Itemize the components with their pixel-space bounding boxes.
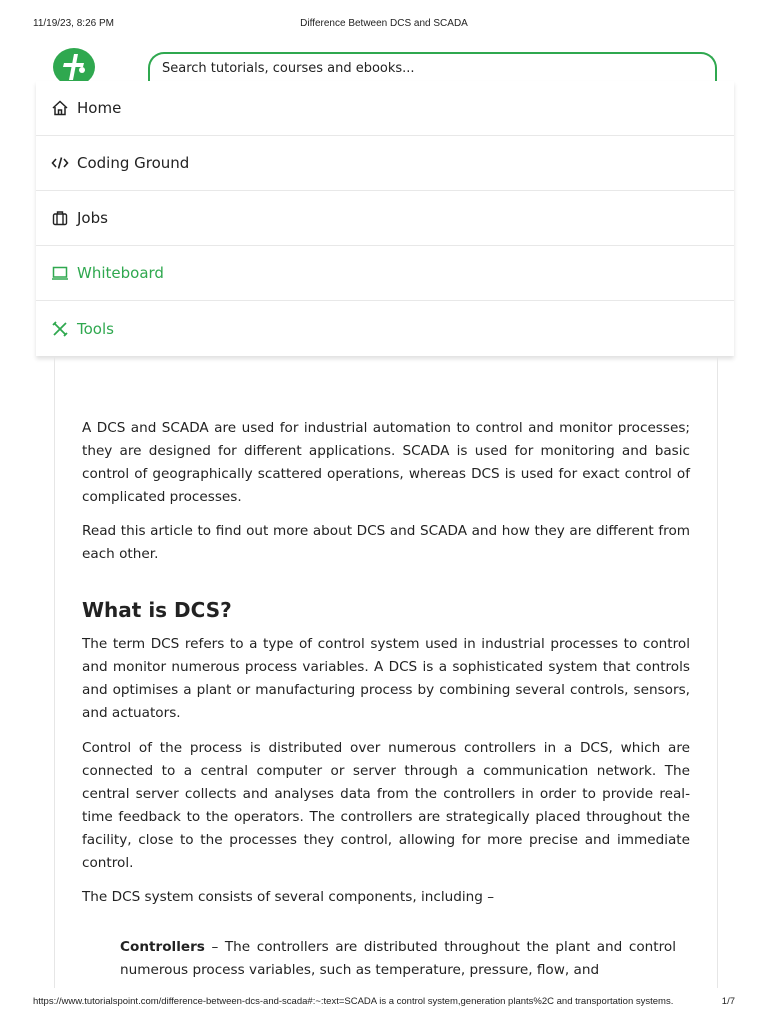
nav-menu bbox=[36, 81, 734, 356]
nav-item-home[interactable] bbox=[36, 81, 734, 136]
nav-label-home: Home bbox=[77, 99, 122, 117]
tools-icon bbox=[51, 320, 69, 338]
nav-label-coding-ground: Coding Ground bbox=[77, 154, 190, 172]
search-input[interactable] bbox=[162, 61, 702, 76]
nav-item-whiteboard[interactable] bbox=[36, 246, 734, 301]
print-page-number: 1/7 bbox=[721, 996, 735, 1007]
bullet-text: – The controllers are distributed throughout the plant and control numerous process variables, such as temperature, pressure, flow, and bbox=[120, 939, 676, 978]
bullet-controllers bbox=[120, 936, 676, 982]
read-more-paragraph: Read this article to find out more about DCS and SCADA and how they are different from each other. bbox=[82, 523, 690, 562]
dcs-paragraph-3: The DCS system consists of several components, including – bbox=[82, 889, 495, 905]
code-icon bbox=[51, 154, 69, 172]
nav-label-jobs: Jobs bbox=[77, 209, 108, 227]
nav-label-whiteboard: Whiteboard bbox=[77, 264, 164, 282]
bullet-term: Controllers bbox=[120, 939, 205, 955]
article-content bbox=[54, 357, 718, 988]
briefcase-icon bbox=[51, 209, 69, 227]
whiteboard-icon bbox=[51, 264, 69, 282]
intro-paragraph: A DCS and SCADA are used for industrial automation to control and monitor processes; they are designed for different applications. SCADA is used for monitoring and basic control of geographically scattered operations, whereas DCS is used for exact control of complicated processes. bbox=[82, 420, 690, 505]
home-icon bbox=[51, 99, 69, 117]
search-box[interactable] bbox=[148, 52, 717, 84]
nav-label-tools: Tools bbox=[77, 319, 114, 338]
nav-item-tools[interactable] bbox=[36, 301, 734, 356]
print-title: Difference Between DCS and SCADA bbox=[300, 18, 468, 29]
dcs-paragraph-2: Control of the process is distributed over numerous controllers in a DCS, which are connected to a central computer or server through a communication network. The central server collects and analyses data from the controllers in order to provide real-time feedback to the operators. The controllers are strategically placed throughout the facility, close to the processes they control, allowing for more precise and immediate control. bbox=[82, 740, 690, 871]
nav-item-jobs[interactable] bbox=[36, 191, 734, 246]
dcs-paragraph-1: The term DCS refers to a type of control system used in industrial processes to control and monitor numerous process variables. A DCS is a sophisticated system that controls and optimises a plant or manufacturing process by combining several controls, sensors, and actuators. bbox=[82, 636, 690, 721]
print-url: https://www.tutorialspoint.com/difference-between-dcs-and-scada#:~:text=SCADA is a control system,generation plants%2C and transportation systems. bbox=[33, 996, 674, 1007]
print-datetime: 11/19/23, 8:26 PM bbox=[33, 18, 114, 29]
section-heading: What is DCS? bbox=[82, 598, 232, 622]
print-header bbox=[0, 18, 768, 32]
nav-item-coding-ground[interactable] bbox=[36, 136, 734, 191]
